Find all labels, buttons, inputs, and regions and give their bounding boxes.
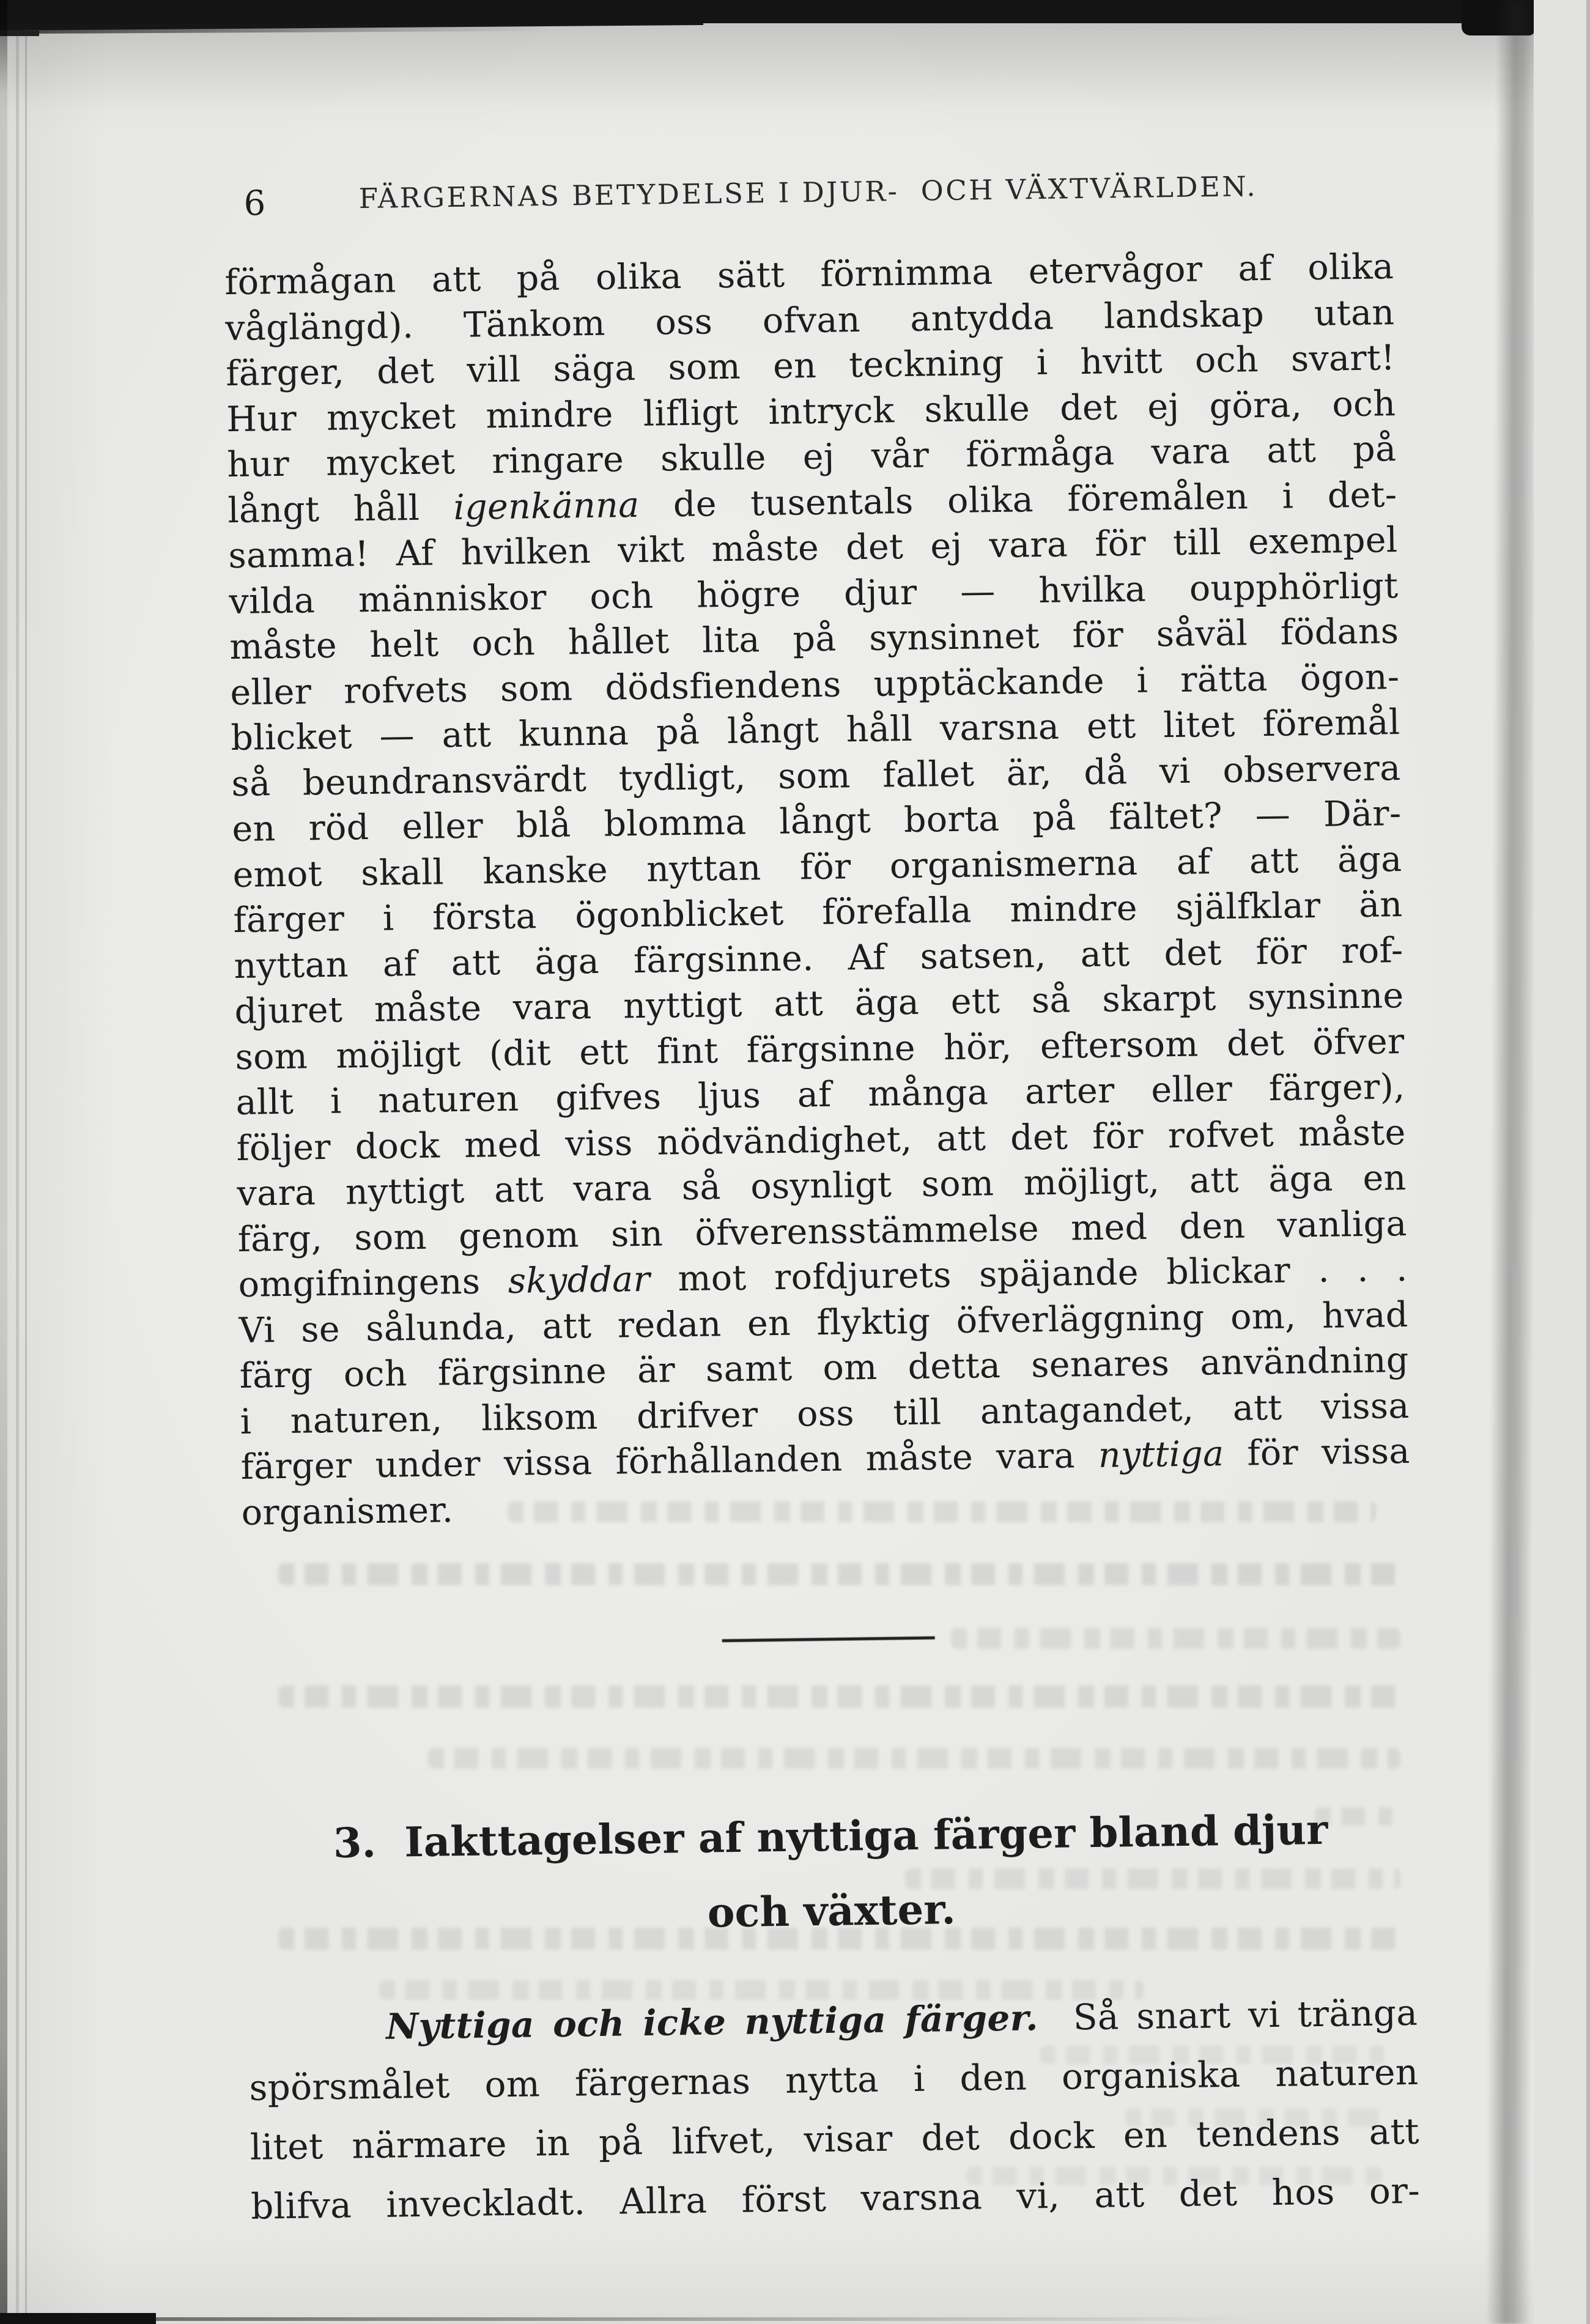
text-line: Hur mycket mindre lifligt intryck skulle det ej göra, och [226,383,1396,440]
text-line: djuret måste vara nyttigt att äga ett så skarpt synsinne [234,975,1404,1032]
text-line: färger i första ögonblicket förefalla mindre själfklar än [233,884,1403,941]
text-line: färger under vissa förhållanden måste vara nyttiga för vissa [240,1430,1411,1487]
body-paragraph-2 [248,1983,1421,2237]
text-line: eller rofvets som dödsfiendens upptäckande i rätta ögon- [230,656,1400,713]
text-line: spörsmålet om färgernas nytta i den organiska naturen [249,2051,1419,2109]
text-line: måste helt och hållet lita på synsinnet för såväl födans [229,611,1399,668]
section-heading [245,1791,1416,1956]
text-line: färg och färgsinne är samt om detta senares användning [239,1339,1409,1396]
text-line: allt i naturen gifves ljus af många arter eller färger), [235,1066,1405,1123]
text-line: långt håll igenkänna de tusentals olika föremålen i det- [227,474,1397,531]
text-line: vara nyttigt att vara så osynligt som möjligt, att äga en [237,1157,1407,1214]
text-line: som möjligt (dit ett fint färgsinne hör, eftersom det öfver [235,1021,1405,1078]
text-line: vilda människor och högre djur — hvilka oupphörligt [229,565,1399,622]
text-line: hur mycket ringare skulle ej vår förmåga vara att på [226,429,1397,486]
page-number: 6 [243,183,266,224]
text-line: så beundransvärdt tydligt, som fallet är, då vi observera [231,747,1401,804]
text-line: omgifningens skyddar mot rofdjurets späjande blickar . . . [238,1248,1408,1305]
running-header: FÄRGERNAS BETYDELSE I DJUR- OCH VÄXTVÄRLDEN. [358,170,1258,215]
body-paragraph [224,244,1411,1536]
text-line: samma! Af hvilken vikt måste det ej vara för till exempel [228,520,1398,577]
text-line: Nyttiga och icke nyttiga färger. Så snart vi tränga [385,1991,1418,2048]
text-line: färg, som genom sin öfverensstämmelse med den vanliga [237,1203,1407,1260]
section-divider-rule [722,1637,935,1643]
text-line: Vi se sålunda, att redan en flyktig öfverläggning om, hvad [239,1294,1408,1351]
text-line: färger, det vill säga som en teckning i hvitt och svart! [225,338,1396,394]
text-line: följer dock med viss nödvändighet, att det för rofvet måste [236,1112,1406,1169]
text-line: förmågan att på olika sätt förnimma etervågor af olika [224,246,1394,303]
text-line: 3. Iakttagelser af nyttiga färger bland djur [333,1805,1328,1867]
text-line: blifva inveckladt. Allra först varsna vi, att det hos or- [250,2169,1421,2227]
text-line: en röd eller blå blomma långt borta på fältet? — Där- [232,793,1402,850]
text-line: i naturen, liksom drifver oss till antagandet, att vissa [240,1385,1410,1442]
text-line: våglängd). Tänkom oss ofvan antydda landskap utan [224,292,1395,349]
text-line: organismer. [241,1489,454,1533]
text-line: blicket — att kunna på långt håll varsna ett litet föremål [231,702,1400,759]
text-line: och växter. [707,1885,956,1937]
text-line: litet närmare in på lifvet, visar det dock en tendens att [250,2110,1420,2168]
text-line: nyttan af att äga färgsinne. Af satsen, att det för rof- [234,930,1403,986]
text-line: emot skall kanske nyttan för organismerna af att äga [232,838,1402,895]
